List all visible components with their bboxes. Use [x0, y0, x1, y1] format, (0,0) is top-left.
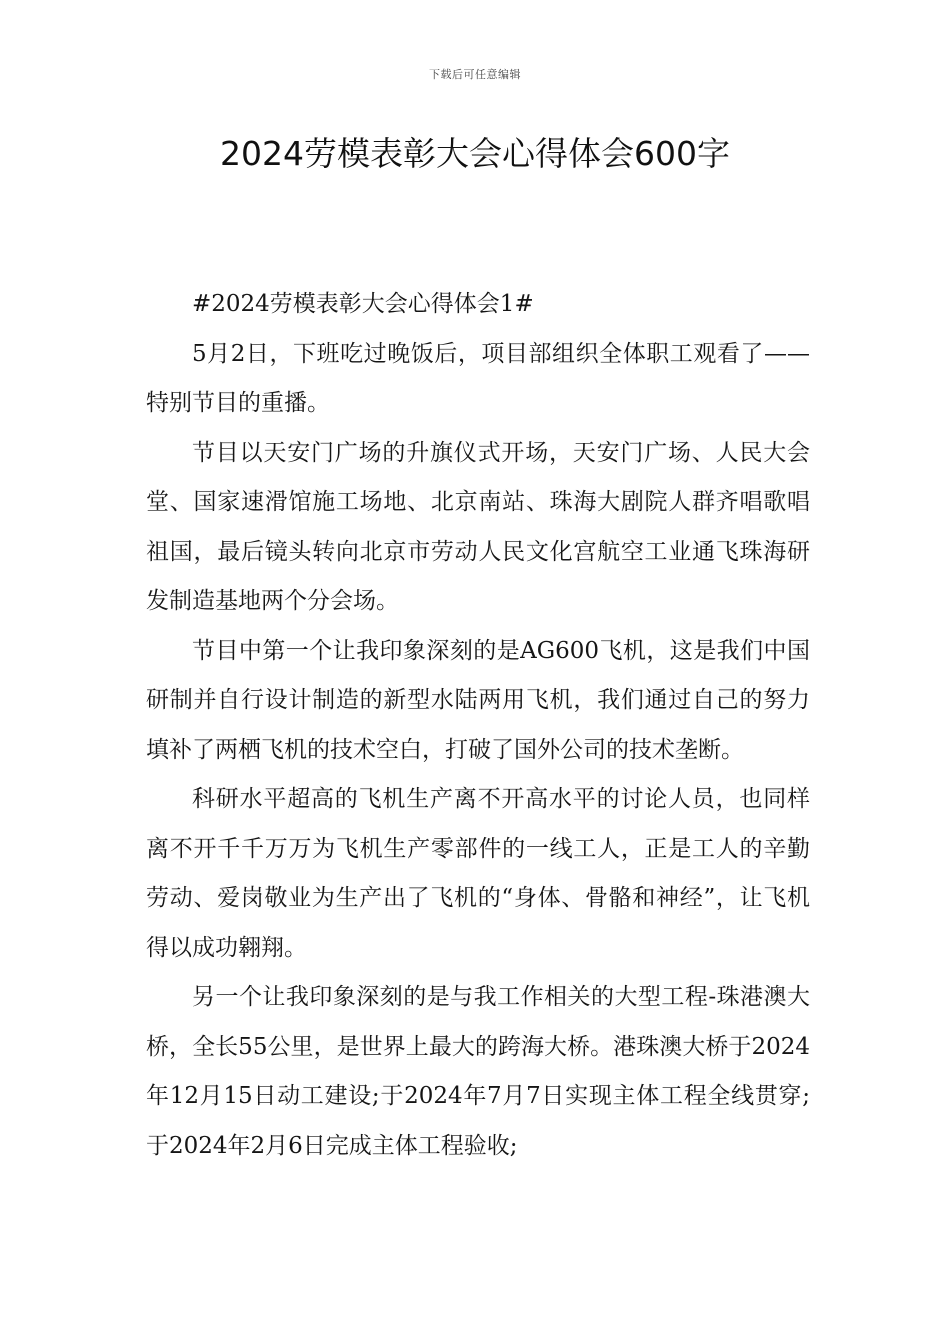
paragraph-6: 另一个让我印象深刻的是与我工作相关的大型工程-珠港澳大桥，全长55公里，是世界上最大的跨海大桥。港珠澳大桥于2024年12月15日动工建设;于2024年7月7日实现主体工程全线贯穿;于2024年2月6日完成主体工程验收;: [146, 984, 810, 1159]
document-body: [146, 280, 810, 1171]
document-title: 2024劳模表彰大会心得体会600字: [220, 134, 730, 173]
paragraph-1: #2024劳模表彰大会心得体会1#: [192, 291, 534, 317]
paragraph-2: 5月2日，下班吃过晚饭后，项目部组织全体职工观看了——特别节目的重播。: [146, 340, 810, 416]
page-header-note: 下载后可任意编辑: [429, 68, 521, 81]
paragraph-3: 节目以天安门广场的升旗仪式开场，天安门广场、人民大会堂、国家速滑馆施工场地、北京南站、珠海大剧院人群齐唱歌唱祖国，最后镜头转向北京市劳动人民文化宫航空工业通飞珠海研发制造基地两个分会场。: [146, 439, 810, 614]
paragraph-5: 科研水平超高的飞机生产离不开高水平的讨论人员，也同样离不开千千万万为飞机生产零部件的一线工人，正是工人的辛勤劳动、爱岗敬业为生产出了飞机的“身体、骨骼和神经”，让飞机得以成功翱翔。: [146, 786, 810, 961]
paragraph-4: 节目中第一个让我印象深刻的是AG600飞机，这是我们中国研制并自行设计制造的新型水陆两用飞机，我们通过自己的努力填补了两栖飞机的技术空白，打破了国外公司的技术垄断。: [146, 637, 810, 763]
